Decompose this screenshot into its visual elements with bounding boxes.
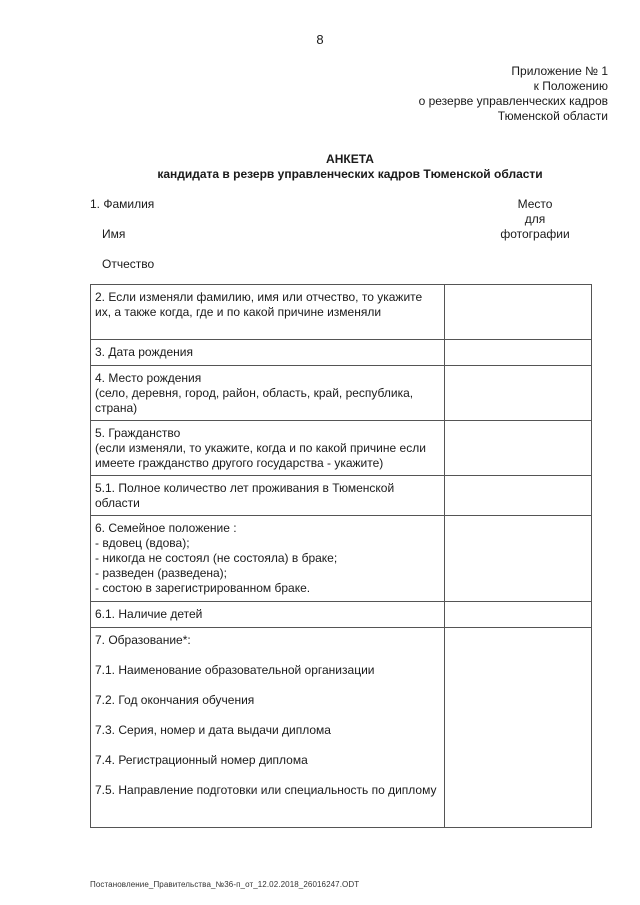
photo-line: для <box>524 212 546 226</box>
table-row <box>91 602 592 628</box>
title-line: кандидата в резерв управленческих кадров Тюменской области <box>157 167 543 181</box>
question-text: 6. Семейное положение : - вдовец (вдова); - никогда не состоял (не состояла) в браке; - разведен (разведена); - состою в зарегистрированном браке. <box>95 521 338 595</box>
education-item: 7.3. Серия, номер и дата выдачи диплома <box>95 723 331 737</box>
question-cell <box>91 476 445 516</box>
appendix-line: о резерве управленческих кадров <box>418 94 608 108</box>
question-text: 5. Гражданство (если изменяли, то укажите, когда и по какой причине если имеете гражданство другого государства - укажите) <box>95 426 426 470</box>
page-number: 8 <box>316 32 324 47</box>
table-row <box>91 628 592 828</box>
photo-line: фотографии <box>500 227 570 241</box>
document-title <box>90 152 610 182</box>
table-row <box>91 340 592 366</box>
appendix-line: к Положению <box>533 79 608 93</box>
answer-cell[interactable] <box>444 476 592 516</box>
appendix-note <box>419 64 608 124</box>
answer-cell[interactable] <box>444 285 592 340</box>
question-cell <box>91 516 445 602</box>
table-row <box>91 421 592 476</box>
surname-label: 1. Фамилия <box>90 197 155 211</box>
question-text: 6.1. Наличие детей <box>95 607 203 621</box>
appendix-line: Тюменской области <box>497 109 608 123</box>
questionnaire-table <box>90 284 592 828</box>
question-text: 2. Если изменяли фамилию, имя или отчество, то укажите их, а также когда, где и по какой причине изменяли <box>95 290 423 319</box>
photo-placeholder <box>490 197 580 242</box>
question-cell <box>91 340 445 366</box>
education-cell <box>91 628 445 828</box>
education-item: 7.2. Год окончания обучения <box>95 693 255 707</box>
title-line: АНКЕТА <box>326 152 374 166</box>
question-text: 4. Место рождения (село, деревня, город, район, область, край, республика, страна) <box>95 371 414 415</box>
education-item: 7.4. Регистрационный номер диплома <box>95 753 308 767</box>
question-cell <box>91 602 445 628</box>
photo-line: Место <box>517 197 553 211</box>
answer-cell[interactable] <box>444 366 592 421</box>
education-item: 7.5. Направление подготовки или специальность по диплому <box>95 783 437 797</box>
answer-cell[interactable] <box>444 602 592 628</box>
question-text: 3. Дата рождения <box>95 345 193 359</box>
question-cell <box>91 285 445 340</box>
footer-filename: Постановление_Правительства_№36-п_от_12.02.2018_26016247.ODT <box>90 880 360 889</box>
table-row <box>91 516 592 602</box>
education-item: 7.1. Наименование образовательной организации <box>95 663 375 677</box>
question-cell <box>91 421 445 476</box>
appendix-line: Приложение № 1 <box>511 64 608 78</box>
answer-cell[interactable] <box>444 340 592 366</box>
table-row <box>91 476 592 516</box>
question-cell <box>91 366 445 421</box>
question-text: 5.1. Полное количество лет проживания в Тюменской области <box>95 481 395 510</box>
answer-cell[interactable] <box>444 516 592 602</box>
answer-cell[interactable] <box>444 421 592 476</box>
education-heading: 7. Образование*: <box>95 633 191 647</box>
patronymic-label: Отчество <box>102 257 155 271</box>
table-row <box>91 366 592 421</box>
first-name-label: Имя <box>102 227 126 241</box>
answer-cell[interactable] <box>444 628 592 828</box>
table-row <box>91 285 592 340</box>
